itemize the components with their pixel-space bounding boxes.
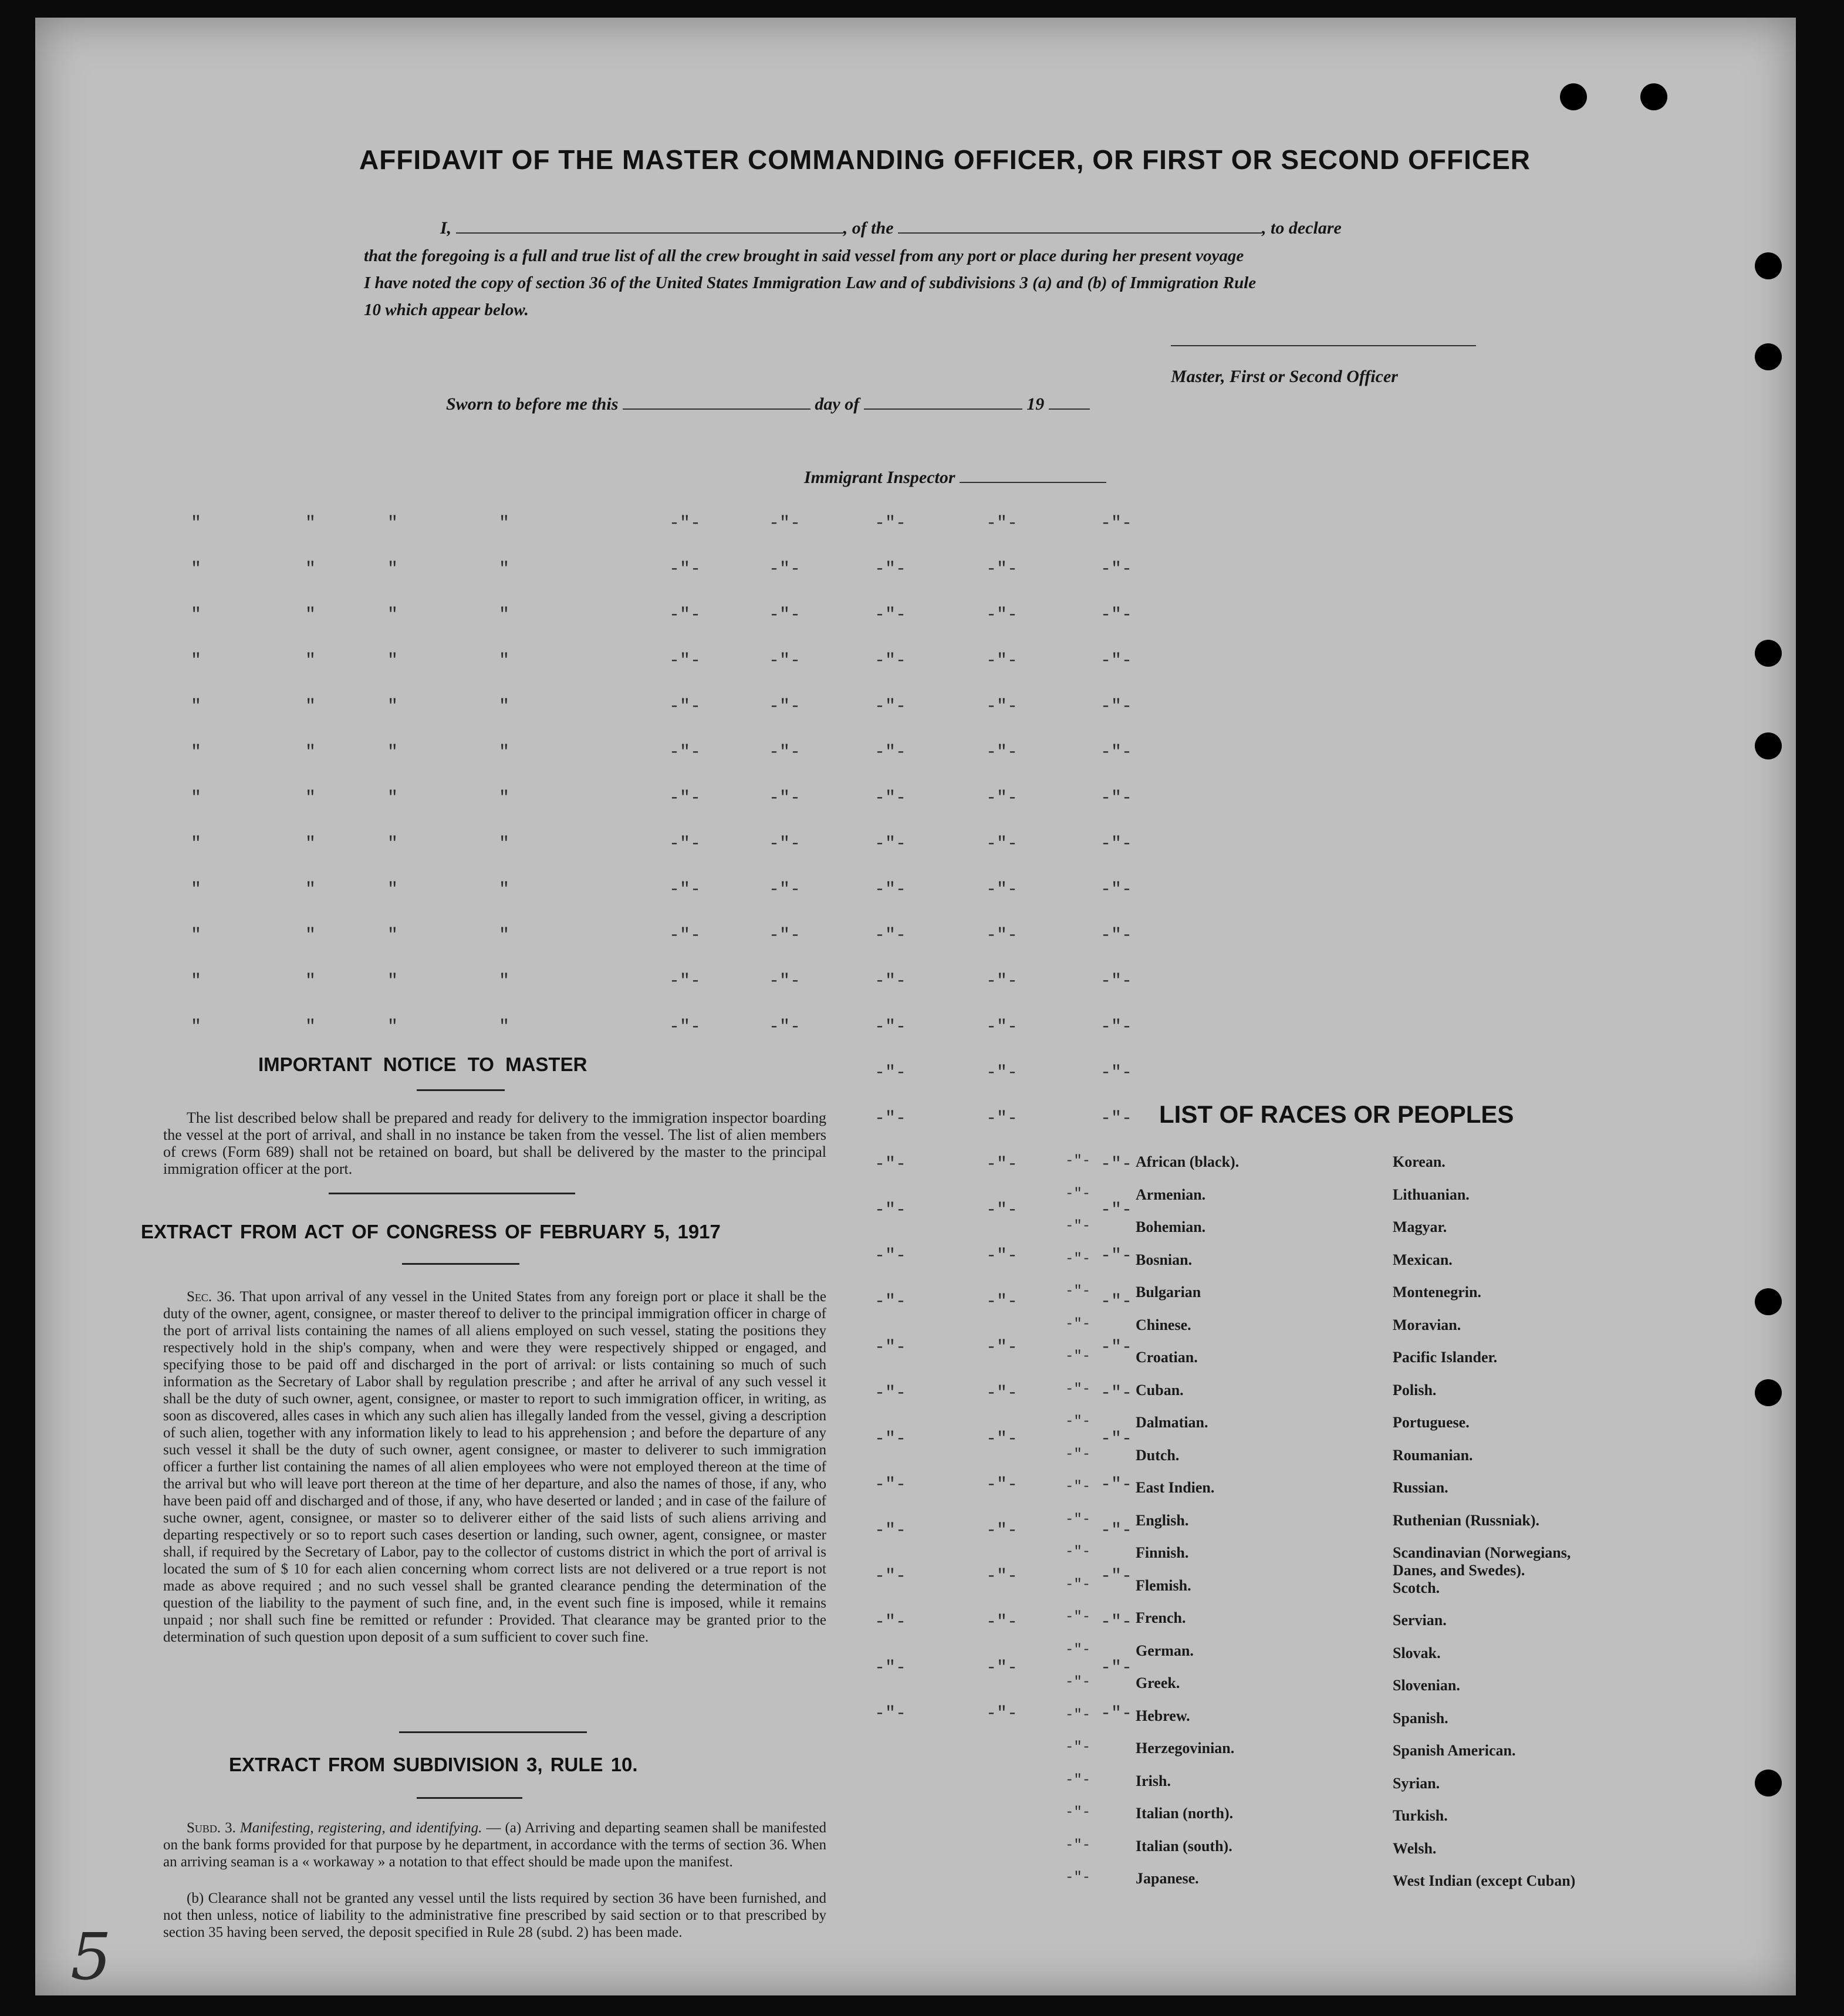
race-item: Turkish. xyxy=(1393,1807,1448,1824)
ditto-quote: " xyxy=(387,559,398,579)
ditto-dash: -"- xyxy=(1065,1479,1091,1495)
act-section-label: Sec. 36. xyxy=(187,1289,235,1305)
ditto-dash: -"- xyxy=(669,605,701,625)
ditto-dash: -"- xyxy=(986,971,1018,991)
ditto-dash: -"- xyxy=(1100,1154,1133,1174)
ditto-dash: -"- xyxy=(1100,1109,1133,1129)
ditto-dash: -"- xyxy=(874,1246,907,1266)
ditto-dash: -"- xyxy=(1065,1186,1091,1202)
ditto-dash: -"- xyxy=(1065,1772,1091,1788)
ditto-dash: -"- xyxy=(769,605,801,625)
ditto-dash: -"- xyxy=(1100,1429,1133,1449)
ditto-dash: -"- xyxy=(1065,1446,1091,1463)
ditto-quote: " xyxy=(191,834,202,854)
race-item: Dutch. xyxy=(1136,1446,1180,1464)
act-end-rule xyxy=(399,1731,587,1733)
race-item: Spanish American. xyxy=(1393,1742,1516,1759)
ditto-dash: -"- xyxy=(986,1612,1018,1632)
ditto-quote: " xyxy=(387,1017,398,1037)
ditto-dash: -"- xyxy=(986,1292,1018,1312)
ditto-dash: -"- xyxy=(1065,1381,1091,1397)
race-item: Slovak. xyxy=(1393,1644,1441,1662)
ditto-dash: -"- xyxy=(1065,1642,1091,1658)
act-title-underline xyxy=(402,1263,519,1265)
ditto-dash: -"- xyxy=(874,1521,907,1541)
ditto-quote: " xyxy=(305,971,316,991)
ditto-quote: " xyxy=(191,742,202,762)
ditto-dash: -"- xyxy=(986,1109,1018,1129)
race-item: Lithuanian. xyxy=(1393,1186,1470,1203)
ditto-quote: " xyxy=(387,697,398,717)
ditto-quote: " xyxy=(305,559,316,579)
notice-rule xyxy=(329,1193,575,1194)
race-item: English. xyxy=(1136,1511,1189,1529)
ditto-dash: -"- xyxy=(986,1154,1018,1174)
ditto-dash: -"- xyxy=(1100,1521,1133,1541)
ditto-dash: -"- xyxy=(986,1246,1018,1266)
ditto-dash: -"- xyxy=(769,559,801,579)
ditto-dash: -"- xyxy=(1065,1674,1091,1690)
ditto-dash: -"- xyxy=(1100,651,1133,671)
ditto-dash: -"- xyxy=(874,1063,907,1083)
ditto-dash: -"- xyxy=(1065,1609,1091,1625)
ditto-dash: -"- xyxy=(669,971,701,991)
day-of-label: day of xyxy=(815,394,860,414)
ditto-dash: -"- xyxy=(669,742,701,762)
inspector-caption xyxy=(804,467,1215,488)
ditto-quote: " xyxy=(499,926,510,945)
race-item: Moravian. xyxy=(1393,1316,1461,1333)
ditto-dash: -"- xyxy=(1100,1612,1133,1632)
punch-hole xyxy=(1560,83,1587,110)
ditto-quote: " xyxy=(387,514,398,533)
punch-hole xyxy=(1755,252,1782,279)
race-item: Dalmatian. xyxy=(1136,1414,1208,1431)
ditto-dash: -"- xyxy=(874,1658,907,1678)
ditto-dash: -"- xyxy=(1065,1511,1091,1528)
ditto-dash: -"- xyxy=(1065,1544,1091,1560)
ditto-dash: -"- xyxy=(874,1612,907,1632)
ditto-quote: " xyxy=(191,697,202,717)
ditto-quote: " xyxy=(191,880,202,900)
race-item: Portuguese. xyxy=(1393,1414,1470,1431)
ditto-quote: " xyxy=(499,788,510,808)
race-item: West Indian (except Cuban) xyxy=(1393,1872,1576,1889)
notice-title: IMPORTANT NOTICE TO MASTER xyxy=(258,1053,587,1075)
rule-title: EXTRACT FROM SUBDIVISION 3, RULE 10. xyxy=(229,1754,638,1775)
ditto-dash: -"- xyxy=(1100,788,1133,808)
ditto-dash: -"- xyxy=(1065,1870,1091,1886)
sworn-year-field[interactable] xyxy=(1049,393,1090,410)
ditto-dash: -"- xyxy=(874,559,907,579)
race-item: Roumanian. xyxy=(1393,1446,1473,1464)
race-item: East Indien. xyxy=(1136,1479,1215,1496)
ditto-dash: -"- xyxy=(986,1704,1018,1724)
ditto-dash: -"- xyxy=(1100,1658,1133,1678)
ditto-dash: -"- xyxy=(1100,1017,1133,1037)
affidavit-line-3: I have noted the copy of section 36 of the United States Immigration Law and of subdivisions 3 (a) and (b) of Immigration Rule xyxy=(364,273,1257,292)
ditto-dash: -"- xyxy=(669,926,701,945)
races-title: LIST OF RACES OR PEOPLES xyxy=(1159,1100,1514,1128)
race-item: Welsh. xyxy=(1393,1839,1437,1857)
ditto-dash: -"- xyxy=(986,788,1018,808)
sworn-month-field[interactable] xyxy=(864,393,1022,410)
officer-signature-line[interactable] xyxy=(1171,345,1476,346)
race-item: Slovenian. xyxy=(1393,1677,1460,1694)
ditto-quote: " xyxy=(387,651,398,671)
ditto-dash: -"- xyxy=(769,880,801,900)
rule-title-underline xyxy=(417,1797,522,1799)
act-title: EXTRACT FROM ACT OF CONGRESS OF FEBRUARY 5, 1917 xyxy=(141,1221,721,1242)
act-text xyxy=(163,1288,826,1646)
ditto-quote: " xyxy=(191,651,202,671)
affidavit-line-1 xyxy=(440,217,1520,238)
ditto-dash: -"- xyxy=(1100,926,1133,945)
punch-hole xyxy=(1640,83,1667,110)
ditto-dash: -"- xyxy=(1100,1200,1133,1220)
ditto-quote: " xyxy=(305,926,316,945)
ditto-quote: " xyxy=(305,834,316,854)
affidavit-line-4: 10 which appear below. xyxy=(364,300,529,319)
ditto-quote: " xyxy=(191,1017,202,1037)
ditto-quote: " xyxy=(499,514,510,533)
ditto-dash: -"- xyxy=(874,1338,907,1357)
ditto-dash: -"- xyxy=(874,1429,907,1449)
ditto-quote: " xyxy=(305,788,316,808)
declarant-name-field[interactable] xyxy=(456,217,843,234)
race-item: German. xyxy=(1136,1642,1194,1659)
ditto-dash: -"- xyxy=(669,697,701,717)
ditto-dash: -"- xyxy=(986,1429,1018,1449)
ditto-quote: " xyxy=(499,834,510,854)
ditto-dash: -"- xyxy=(1100,834,1133,854)
ditto-dash: -"- xyxy=(874,834,907,854)
race-item: Irish. xyxy=(1136,1772,1171,1789)
race-item: Syrian. xyxy=(1393,1774,1440,1792)
ditto-quote: " xyxy=(499,1017,510,1037)
punch-hole xyxy=(1755,1379,1782,1406)
sworn-label: Sworn to before me this xyxy=(446,394,619,414)
ditto-quote: " xyxy=(499,697,510,717)
ditto-dash: -"- xyxy=(1065,1576,1091,1593)
race-item: Ruthenian (Russniak). xyxy=(1393,1511,1539,1529)
ditto-dash: -"- xyxy=(874,788,907,808)
ditto-dash: -"- xyxy=(874,1200,907,1220)
race-item: Chinese. xyxy=(1136,1316,1191,1333)
to-declare-label: , to declare xyxy=(1262,218,1342,238)
ditto-dash: -"- xyxy=(986,1017,1018,1037)
ditto-quote: " xyxy=(305,514,316,533)
race-item: Greek. xyxy=(1136,1674,1180,1691)
ditto-dash: -"- xyxy=(1065,1740,1091,1755)
punch-hole xyxy=(1755,1288,1782,1315)
bleed-through-heading xyxy=(182,106,194,135)
ditto-quote: " xyxy=(387,971,398,991)
ditto-dash: -"- xyxy=(1100,1338,1133,1357)
ditto-dash: -"- xyxy=(1065,1153,1091,1169)
race-item: Servian. xyxy=(1393,1612,1447,1629)
rule-subd-label: Subd. 3. xyxy=(187,1820,236,1836)
race-item: French. xyxy=(1136,1609,1186,1626)
punch-hole xyxy=(1755,732,1782,759)
punch-hole xyxy=(1755,640,1782,667)
ditto-quote: " xyxy=(305,742,316,762)
ditto-quote: " xyxy=(305,697,316,717)
ditto-dash: -"- xyxy=(1100,1566,1133,1586)
ditto-dash: -"- xyxy=(1100,1704,1133,1724)
inspector-signature-field[interactable] xyxy=(960,467,1106,483)
sworn-day-field[interactable] xyxy=(623,393,810,410)
ditto-dash: -"- xyxy=(669,559,701,579)
ditto-dash: -"- xyxy=(669,834,701,854)
ditto-dash: -"- xyxy=(986,1063,1018,1083)
notice-title-underline xyxy=(417,1089,505,1091)
race-item: Finnish. xyxy=(1136,1544,1189,1561)
act-body: That upon arrival of any vessel in the United States from any foreign port or place it shall be the duty of the owner, agent, consignee, or master thereof to deliver to the principal immigration officer in charge of the port of arrival lists containing the names of all aliens employed on such vessel, stating the positions they respectively hold in the ship's company, when and were they were respectively shipped or engaged, and specifying those to be paid off and discharged in the port of arrival: or lists containing so much of such information as the Secretary of Labor shall by regulation prescribe ; and after he arrival of any such vessel it shall be the duty of such owner, agent, consignee, or master to report to such immigration officer, in writing, as soon as discovered, alles cases in which any such alien has illegally landed from the vessel, giving a description of such alien, together with any information likely to lead to his apprehension ; and before the departure of any such vessel it shall be the duty of such owner, agent consignee, or master to deliverer to such immigration officer a further list containing the names of all alien employees who were not employed thereon at the time of the arrival but who will leave port thereon at the time of her departure, and also the names of those, if any, who have been paid off and discharged and of those, if any, who have deserted or landed ; and in case of the failure of suche owner, agent, consignee, or master so to deliverer either of the said lists of such aliens arriving and departing respectively or so to report such cases desertion or landing, such owner, agent, consignee, or master shall, if required by the Secretary of Labor, pay to the collector of customs district in which the port of arrival is located the sum of $ 10 for each alien concerning whom correct lists are not delivered or a true report is not made as above required ; and no such vessel shall be granted clearance pending the determination of the question of the liability to the payment of such fine, and, in the event such fine is imposed, while it remains unpaid ; nor shall such fine be remitted or refunder : Provided. That clearance may be granted prior to the determination of such question upon deposit of a sum sufficient to cover such fine. xyxy=(163,1289,826,1645)
ditto-quote: " xyxy=(387,742,398,762)
ditto-dash: -"- xyxy=(874,1566,907,1586)
ditto-quote: " xyxy=(387,605,398,625)
ditto-dash: -"- xyxy=(769,742,801,762)
ditto-dash: -"- xyxy=(874,651,907,671)
punch-hole xyxy=(1755,1770,1782,1796)
vessel-name-field[interactable] xyxy=(898,217,1262,234)
ditto-dash: -"- xyxy=(1065,1349,1091,1365)
ditto-quote: " xyxy=(191,926,202,945)
rule-subd-heading: Manifesting, registering, and identifying. xyxy=(239,1820,482,1836)
ditto-dash: -"- xyxy=(986,1383,1018,1403)
ditto-dash: -"- xyxy=(986,1475,1018,1495)
ditto-quote: " xyxy=(191,559,202,579)
of-the-label: , of the xyxy=(843,218,894,238)
affidavit-line-2: that the foregoing is a full and true list of all the crew brought in said vessel from any port or place during her present voyage xyxy=(364,246,1244,265)
ditto-dash: -"- xyxy=(874,971,907,991)
ditto-dash: -"- xyxy=(874,1109,907,1129)
ditto-quote: " xyxy=(499,605,510,625)
ditto-dash: -"- xyxy=(986,1566,1018,1586)
race-item: Bohemian. xyxy=(1136,1218,1206,1235)
ditto-dash: -"- xyxy=(986,514,1018,533)
race-item: Japanese. xyxy=(1136,1870,1199,1887)
ditto-dash: -"- xyxy=(874,1017,907,1037)
declarant-label: I, xyxy=(440,218,452,238)
manifest-page xyxy=(35,18,1796,1995)
race-item: Bulgarian xyxy=(1136,1284,1201,1301)
ditto-dash: -"- xyxy=(986,926,1018,945)
ditto-dash: -"- xyxy=(769,971,801,991)
ditto-quote: " xyxy=(191,514,202,533)
race-item: Armenian. xyxy=(1136,1186,1206,1203)
ditto-dash: -"- xyxy=(874,880,907,900)
ditto-dash: -"- xyxy=(769,651,801,671)
ditto-dash: -"- xyxy=(669,514,701,533)
ditto-quote: " xyxy=(305,651,316,671)
race-item: Polish. xyxy=(1393,1381,1437,1399)
punch-hole xyxy=(1755,343,1782,370)
ditto-quote: " xyxy=(387,926,398,945)
ditto-dash: -"- xyxy=(1100,1063,1133,1083)
ditto-dash: -"- xyxy=(1100,605,1133,625)
ditto-dash: -"- xyxy=(874,1154,907,1174)
ditto-dash: -"- xyxy=(874,742,907,762)
ditto-dash: -"- xyxy=(1065,1837,1091,1853)
ditto-dash: -"- xyxy=(986,651,1018,671)
ditto-dash: -"- xyxy=(769,697,801,717)
ditto-dash: -"- xyxy=(1100,1292,1133,1312)
affidavit-title: AFFIDAVIT OF THE MASTER COMMANDING OFFICER, OR FIRST OR SECOND OFFICER xyxy=(359,144,1531,175)
ditto-dash: -"- xyxy=(1065,1316,1091,1332)
race-item: Korean. xyxy=(1393,1153,1446,1170)
ditto-dash: -"- xyxy=(1100,1475,1133,1495)
notice-text: The list described below shall be prepared and ready for delivery to the immigration inspector boarding the vessel at the port of arrival, and shall in no instance be taken from the vessel. The list of alien members of crews (Form 689) shall not be retained on board, but shall be delivered by the master to the principal immigration officer at the port. xyxy=(163,1109,826,1177)
ditto-quote: " xyxy=(191,971,202,991)
ditto-dash: -"- xyxy=(874,1292,907,1312)
ditto-dash: -"- xyxy=(1100,742,1133,762)
race-item: Pacific Islander. xyxy=(1393,1349,1498,1366)
ditto-dash: -"- xyxy=(1065,1805,1091,1821)
race-item: Scandinavian (Norwegians, Danes, and Swedes). xyxy=(1393,1544,1571,1579)
race-item: Hebrew. xyxy=(1136,1707,1190,1724)
ditto-dash: -"- xyxy=(986,605,1018,625)
ditto-dash: -"- xyxy=(986,1658,1018,1678)
ditto-quote: " xyxy=(387,788,398,808)
ditto-quote: " xyxy=(499,971,510,991)
ditto-quote: " xyxy=(499,742,510,762)
page-number: 5 xyxy=(70,1919,112,1994)
ditto-dash: -"- xyxy=(769,788,801,808)
race-item: Spanish. xyxy=(1393,1709,1448,1727)
ditto-dash: -"- xyxy=(874,605,907,625)
ditto-dash: -"- xyxy=(874,1383,907,1403)
ditto-quote: " xyxy=(499,651,510,671)
rule-text-b: (b) Clearance shall not be granted any vessel until the lists required by section 36 have been furnished, and not then unless, notice of liability to the administrative fine prescribed by said section or to that prescribed by section 35 having been served, the deposit specified in Rule 28 (subd. 2) has been made. xyxy=(163,1890,826,1940)
race-item: African (black). xyxy=(1136,1153,1240,1170)
ditto-dash: -"- xyxy=(874,1475,907,1495)
ditto-dash: -"- xyxy=(986,697,1018,717)
ditto-quote: " xyxy=(305,605,316,625)
ditto-dash: -"- xyxy=(669,880,701,900)
race-item: Cuban. xyxy=(1136,1381,1184,1399)
ditto-dash: -"- xyxy=(1100,880,1133,900)
race-item: Magyar. xyxy=(1393,1218,1447,1235)
race-item: Bosnian. xyxy=(1136,1251,1193,1268)
ditto-quote: " xyxy=(499,880,510,900)
ditto-quote: " xyxy=(305,1017,316,1037)
ditto-dash: -"- xyxy=(986,742,1018,762)
ditto-quote: " xyxy=(191,605,202,625)
race-item: Russian. xyxy=(1393,1479,1448,1496)
ditto-dash: -"- xyxy=(1100,697,1133,717)
ditto-dash: -"- xyxy=(986,559,1018,579)
race-item: Croatian. xyxy=(1136,1349,1198,1366)
ditto-dash: -"- xyxy=(1100,1246,1133,1266)
ditto-dash: -"- xyxy=(1065,1707,1091,1723)
ditto-dash: -"- xyxy=(874,514,907,533)
ditto-dash: -"- xyxy=(1100,1383,1133,1403)
year-prefix: 19 xyxy=(1026,394,1045,414)
ditto-dash: -"- xyxy=(986,1338,1018,1357)
inspector-label: Immigrant Inspector xyxy=(804,468,955,487)
ditto-quote: " xyxy=(191,788,202,808)
race-item: Italian (north). xyxy=(1136,1805,1234,1822)
ditto-dash: -"- xyxy=(1065,1414,1091,1430)
ditto-dash: -"- xyxy=(1100,971,1133,991)
ditto-dash: -"- xyxy=(874,697,907,717)
ditto-dash: -"- xyxy=(669,1017,701,1037)
sworn-line xyxy=(446,393,1221,414)
ditto-dash: -"- xyxy=(874,1704,907,1724)
ditto-dash: -"- xyxy=(669,651,701,671)
rule-text-a xyxy=(163,1819,826,1870)
ditto-dash: -"- xyxy=(1100,559,1133,579)
ditto-quote: " xyxy=(305,880,316,900)
ditto-dash: -"- xyxy=(669,788,701,808)
ditto-dash: -"- xyxy=(1065,1251,1091,1267)
ditto-quote: " xyxy=(387,834,398,854)
ditto-dash: -"- xyxy=(1065,1218,1091,1234)
race-item: Montenegrin. xyxy=(1393,1284,1481,1301)
ditto-dash: -"- xyxy=(769,926,801,945)
ditto-dash: -"- xyxy=(769,514,801,533)
race-item: Italian (south). xyxy=(1136,1837,1232,1855)
race-item: Herzegovinian. xyxy=(1136,1740,1235,1757)
ditto-dash: -"- xyxy=(1100,514,1133,533)
ditto-quote: " xyxy=(499,559,510,579)
ditto-dash: -"- xyxy=(769,834,801,854)
officer-caption: Master, First or Second Officer xyxy=(1171,367,1398,386)
ditto-dash: -"- xyxy=(986,880,1018,900)
race-item: Scotch. xyxy=(1393,1579,1440,1596)
race-item: Flemish. xyxy=(1136,1576,1191,1594)
rule-a-body: — (a) Arriving and departing seamen shall be manifested on the bank forms provided for that purpose by he department, in accordance with the terms of section 36. When an arriving seaman is a « workaway » a notation to that effect should be made upon the manifest. xyxy=(163,1820,827,1870)
ditto-dash: -"- xyxy=(986,834,1018,854)
ditto-dash: -"- xyxy=(986,1521,1018,1541)
race-item: Mexican. xyxy=(1393,1251,1453,1268)
ditto-dash: -"- xyxy=(986,1200,1018,1220)
ditto-quote: " xyxy=(387,880,398,900)
ditto-dash: -"- xyxy=(874,926,907,945)
ditto-dash: -"- xyxy=(1065,1284,1091,1299)
ditto-dash: -"- xyxy=(769,1017,801,1037)
